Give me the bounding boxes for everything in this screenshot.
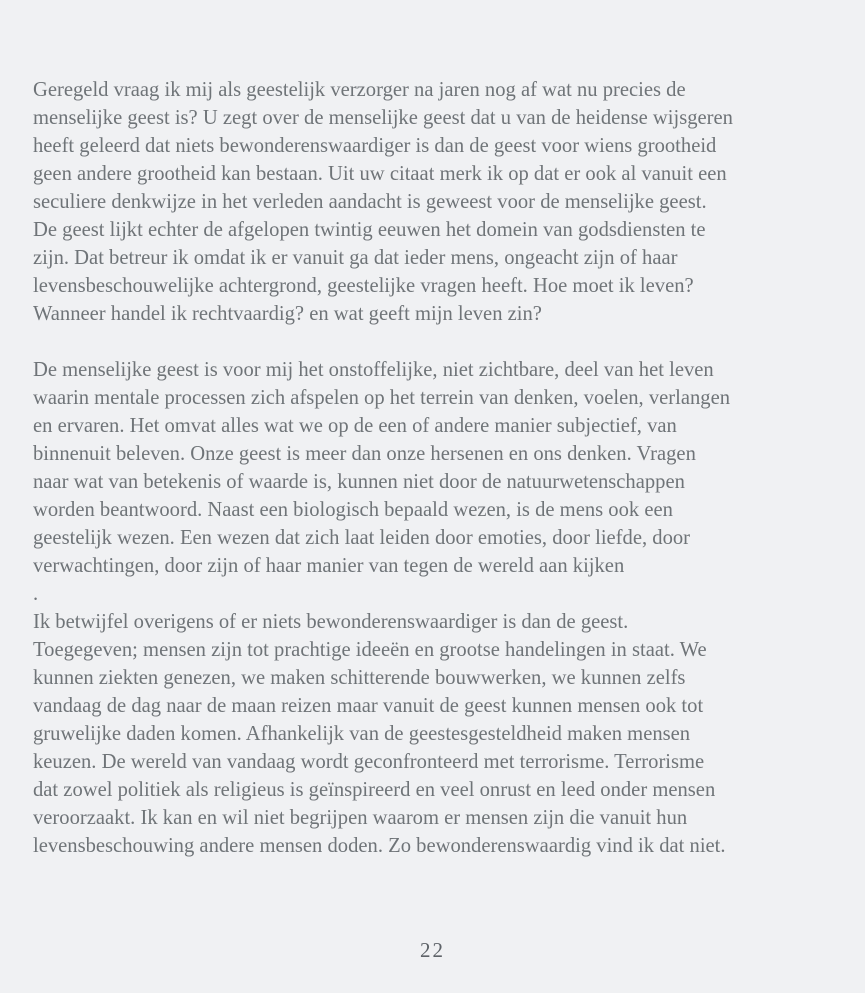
paragraph-3: Ik betwijfel overigens of er niets bewonderenswaardiger is dan de geest. Toegegeven; mensen zijn tot prachtige ideeën en grootse handelingen in staat. We kunnen ziekten genezen, we maken schitterende bouwwerken, we kunnen zelfs vandaag de dag naar de maan reizen maar vanuit de geest kunnen mensen ook tot gruwelijke daden komen. Afhankelijk van de geestesgesteldheid maken mensen keuzen. De wereld van vandaag wordt geconfronteerd met terrorisme. Terrorisme dat zowel politiek als religieus is geïnspireerd en veel onrust en leed onder mensen veroorzaakt. Ik kan en wil niet begrijpen waarom er mensen zijn die vanuit hun levensbeschouwing andere mensen doden. Zo bewonderenswaardig vind ik dat niet. [33, 611, 726, 857]
page-number: 22 [420, 938, 445, 962]
paragraph-1: Geregeld vraag ik mij als geestelijk verzorger na jaren nog af wat nu precies de menselijke geest is? U zegt over de menselijke geest dat u van de heidense wijsgeren heeft geleerd dat niets bewonderenswaardiger is dan de geest voor wiens grootheid geen andere grootheid kan bestaan. Uit uw citaat merk ik op dat er ook al vanuit een seculiere denkwijze in het verleden aandacht is geweest voor de menselijke geest. De geest lijkt echter de afgelopen twintig eeuwen het domein van godsdiensten te zijn. Dat betreur ik omdat ik er vanuit ga dat ieder mens, ongeacht zijn of haar levensbeschouwelijke achtergrond, geestelijke vragen heeft. Hoe moet ik leven? Wanneer handel ik rechtvaardig? en wat geeft mijn leven zin? [33, 79, 733, 325]
paragraph-2: De menselijke geest is voor mij het onstoffelijke, niet zichtbare, deel van het leven waarin mentale processen zich afspelen op het terrein van denken, voelen, verlangen en ervaren. Het omvat alles wat we op de een of andere manier subjectief, van binnenuit beleven. Onze geest is meer dan onze hersenen en ons denken. Vragen naar wat van betekenis of waarde is, kunnen niet door de natuurwetenschappen worden beantwoord. Naast een biologisch bepaald wezen, is de mens ook een geestelijk wezen. Een wezen dat zich laat leiden door emoties, door liefde, door verwachtingen, door zijn of haar manier van tegen de wereld aan kijken . [33, 359, 731, 605]
page-body [33, 76, 833, 860]
paragraph-spacer [33, 328, 833, 356]
